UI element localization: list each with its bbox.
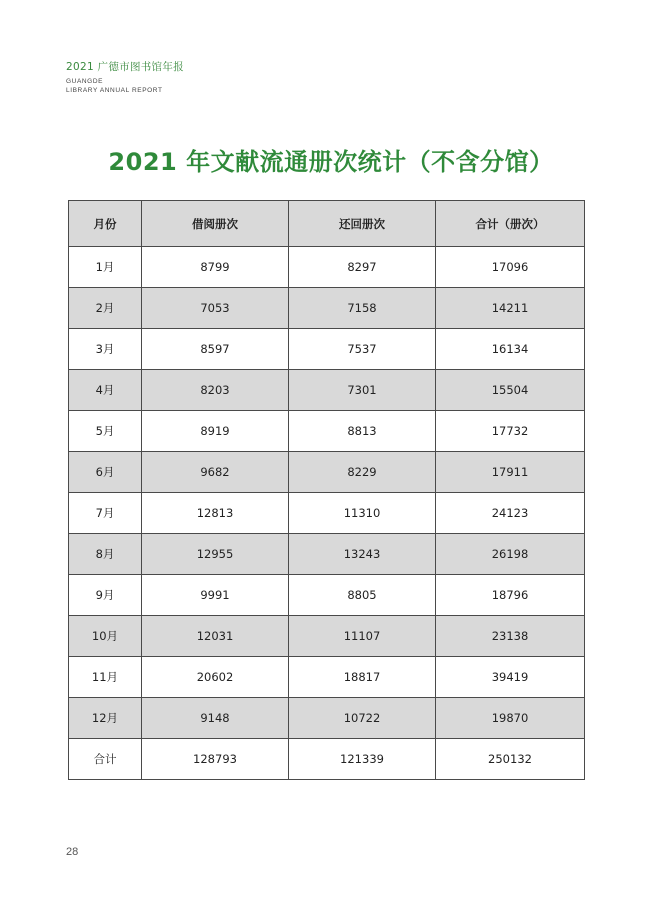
cell-returned: 7537	[289, 329, 436, 370]
cell-borrowed: 9148	[142, 698, 289, 739]
cell-total: 17732	[436, 411, 585, 452]
column-header-total: 合计（册次）	[436, 201, 585, 247]
table-row	[69, 452, 585, 493]
cell-returned: 11107	[289, 616, 436, 657]
table-row	[69, 247, 585, 288]
cell-month: 4月	[69, 370, 142, 411]
cell-month: 1月	[69, 247, 142, 288]
cell-total: 17911	[436, 452, 585, 493]
cell-total: 18796	[436, 575, 585, 616]
cell-returned: 7301	[289, 370, 436, 411]
cell-borrowed: 7053	[142, 288, 289, 329]
cell-total: 19870	[436, 698, 585, 739]
table-total-row	[69, 739, 585, 780]
table-row	[69, 329, 585, 370]
cell-total-label: 合计	[69, 739, 142, 780]
header-subtitle-line1: GUANGDE	[66, 77, 104, 85]
cell-returned: 10722	[289, 698, 436, 739]
page-number: 28	[66, 846, 79, 858]
header-subtitle-line2: LIBRARY ANNUAL REPORT	[66, 86, 163, 94]
cell-borrowed: 9991	[142, 575, 289, 616]
cell-month: 8月	[69, 534, 142, 575]
cell-returned: 11310	[289, 493, 436, 534]
cell-borrowed-total: 128793	[142, 739, 289, 780]
cell-total: 15504	[436, 370, 585, 411]
cell-month: 2月	[69, 288, 142, 329]
page-title: 2021 年文献流通册次统计（不含分馆）	[108, 148, 554, 176]
table-body	[69, 247, 585, 780]
cell-returned: 8297	[289, 247, 436, 288]
table-row	[69, 657, 585, 698]
table-row	[69, 288, 585, 329]
table-header	[69, 201, 585, 247]
cell-month: 11月	[69, 657, 142, 698]
column-header-month: 月份	[69, 201, 142, 247]
cell-borrowed: 8799	[142, 247, 289, 288]
cell-returned: 18817	[289, 657, 436, 698]
cell-grand-total: 250132	[436, 739, 585, 780]
table-row	[69, 493, 585, 534]
cell-month: 9月	[69, 575, 142, 616]
cell-borrowed: 20602	[142, 657, 289, 698]
cell-borrowed: 9682	[142, 452, 289, 493]
cell-borrowed: 12031	[142, 616, 289, 657]
cell-returned: 13243	[289, 534, 436, 575]
table-row	[69, 698, 585, 739]
table-row	[69, 534, 585, 575]
table-header-row	[69, 201, 585, 247]
cell-total: 16134	[436, 329, 585, 370]
cell-month: 5月	[69, 411, 142, 452]
running-header	[66, 62, 184, 95]
table-row	[69, 370, 585, 411]
cell-month: 6月	[69, 452, 142, 493]
cell-month: 12月	[69, 698, 142, 739]
circulation-stats-table	[68, 200, 585, 780]
cell-total: 39419	[436, 657, 585, 698]
cell-total: 14211	[436, 288, 585, 329]
cell-month: 7月	[69, 493, 142, 534]
table-row	[69, 575, 585, 616]
cell-returned-total: 121339	[289, 739, 436, 780]
cell-borrowed: 8203	[142, 370, 289, 411]
table-row	[69, 411, 585, 452]
cell-returned: 8805	[289, 575, 436, 616]
cell-returned: 8229	[289, 452, 436, 493]
cell-returned: 7158	[289, 288, 436, 329]
cell-returned: 8813	[289, 411, 436, 452]
cell-month: 3月	[69, 329, 142, 370]
cell-borrowed: 12955	[142, 534, 289, 575]
cell-borrowed: 12813	[142, 493, 289, 534]
cell-borrowed: 8919	[142, 411, 289, 452]
table-row	[69, 616, 585, 657]
cell-month: 10月	[69, 616, 142, 657]
cell-total: 24123	[436, 493, 585, 534]
header-title: 2021 广德市图书馆年报	[66, 61, 184, 73]
cell-total: 23138	[436, 616, 585, 657]
cell-total: 17096	[436, 247, 585, 288]
cell-borrowed: 8597	[142, 329, 289, 370]
cell-total: 26198	[436, 534, 585, 575]
column-header-borrowed: 借阅册次	[142, 201, 289, 247]
column-header-returned: 还回册次	[289, 201, 436, 247]
